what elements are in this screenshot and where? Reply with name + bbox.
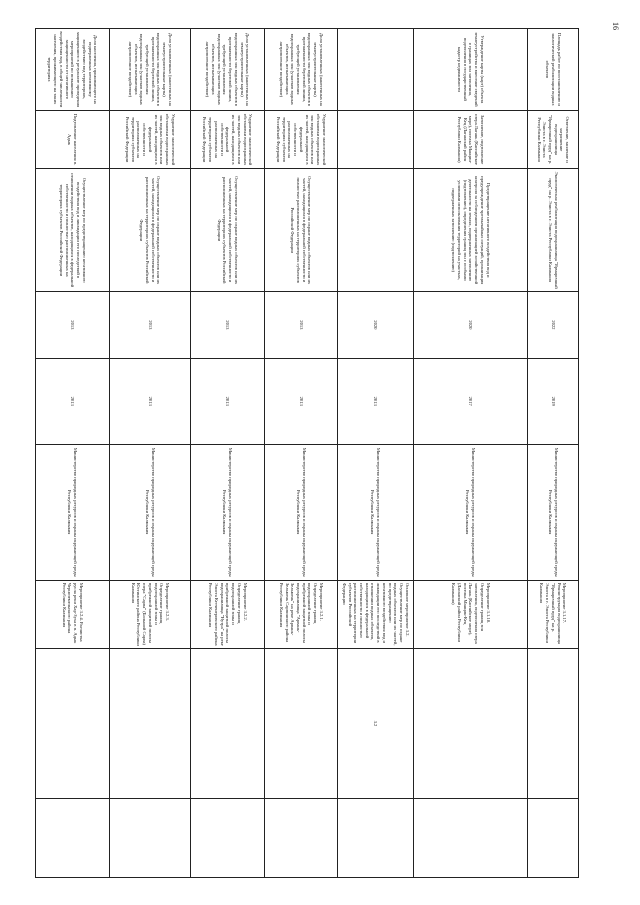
cell-number: 3.2 xyxy=(338,649,414,799)
cell-end-year: 2013 xyxy=(265,292,338,359)
cell-measures: Осуществление мер по предотвращению негативного воздействия вод и ликвидации его последствий в отношении водных объектов, находящихся в федеральной собственности и полностью расположенных на территориях субъектов Российской Федерации xyxy=(36,169,110,292)
cell-start-year: 2017 xyxy=(414,358,528,444)
cell-end-year: 2013 xyxy=(191,292,265,359)
table-row xyxy=(414,29,528,878)
cell-executor: Министерство природных ресурсов и охраны окружающей среды Республики Калмыкия xyxy=(528,444,579,580)
cell-measures: Осуществление мер по охране водных объектов или их частей, находящихся в федеральной собственности и полностью расположенных на территориях субъектов Российской Федерации xyxy=(265,169,338,292)
cell-number xyxy=(36,649,110,799)
cell-number xyxy=(265,649,338,799)
cell-indicator: Доля населения, проживающего на подверженных негативному воздействию вод территориях, защищенного в результате проведения мероприятий по повышению защищенности от негативного воздействия вод, в общей численности населения, проживающего на таких территориях xyxy=(36,29,110,111)
cell-blank xyxy=(110,798,191,877)
cell-indicator: Площадь работ по восстановлению и экологической реабилитации водных объектов xyxy=(528,29,579,111)
cell-executor: Министерство природных ресурсов и охраны окружающей среды Республики Калмыкия xyxy=(265,444,338,580)
cell-measures xyxy=(338,169,414,292)
cell-indicator: Доля установленных (нанесенных на землеустроительные карты) водоохранных зон водных объектов в протяженности береговой линии, требующей установления водоохранных зон (участков водных объектов, испытывающих антропогенное воздействие) xyxy=(265,29,338,111)
cell-measure-name: Мероприятие 3.2.4. Расчистка русла реки Хар-Зуха в п. Адык Черноземельского района Республики Калмыкия xyxy=(36,580,110,648)
table-row xyxy=(265,29,338,878)
cell-result: Подтопление населения п. Адык xyxy=(36,110,110,169)
cell-blank xyxy=(36,798,110,877)
cell-blank xyxy=(338,798,414,877)
cell-start-year: 2013 xyxy=(110,358,191,444)
cell-measure-name: Мероприятие 3.1.17. Реконструкция водохранилища "Ярмарочный пруд" на р. Элиста в г. Элиста Республики Калмыкия xyxy=(528,580,579,648)
cell-blank xyxy=(528,798,579,877)
cell-indicator xyxy=(338,29,414,111)
page-number: 16 xyxy=(611,22,620,30)
cell-result xyxy=(338,110,414,169)
cell-end-year: 2013 xyxy=(36,292,110,359)
cell-end-year: 2020 xyxy=(338,292,414,359)
cell-indicator: Доля установленных (нанесенных на землеустроительные карты) водоохранных зон водных объектов в протяженности береговой линии, требующей установления водоохранных зон (участков водных объектов, испытывающих антропогенное воздействие) xyxy=(110,29,191,111)
cell-measures: Осуществление мер по охране водных объектов или их частей, находящихся в федеральной собственности и расположенных на территориях субъектов Российской Федерации xyxy=(191,169,265,292)
cell-measure-name: Мероприятие 3.2.3. Определение границ водоохранной зоны и прибрежной защитной полосы озера "Сарпа" (Большой Сарпа) Юстинского района Республики Калмыкия xyxy=(110,580,191,648)
cell-measure-name: Основное мероприятие 3.2. Осуществление мер по охране водных объектов или их частей, по предотвращению негативного воздействия вод и ликвидации его последствий в отношении водных объектов, находящихся в федеральной собственности и полностью расположенных на территории субъектов Российской Федерации xyxy=(338,580,414,648)
cell-start-year: 2013 xyxy=(265,358,338,444)
cell-measure-name: Мероприятие 3.2.1. Определение границ водоохранной зоны и прибрежной защитной полосы водохранилища "Арвань-Зельмень" на реке Арвань-Зельмень Сарпинского района Республики Калмыкия xyxy=(265,580,338,648)
cell-measure-name: Мероприятие 3.2.2. Определение границ водоохранной зоны и прибрежной защитной полосы водохранилища "Нутра" на реке Элиста Кетченеровского района Республики Калмыкия xyxy=(191,580,265,648)
cell-number xyxy=(528,649,579,799)
cell-result: Осветление, заиление и загрязнение водохранилища "Ярмарочный пруд" на р. Элиста в г. Элиста Республики Калмыкия xyxy=(528,110,579,169)
cell-number xyxy=(110,649,191,799)
cell-indicator: Утверждение карты (карт) объекта землеустройства и внесение сведений о границах зон затопления, подтопления в государственный кадастр недвижимости xyxy=(414,29,528,111)
cell-measure-name: Мероприятие 3.1.18. Определение границ зон затопления, подтопления озера Лагань (Каспийское море), поселка Манцин-Кец (Лаганский район Республики Калмыкия) xyxy=(414,580,528,648)
cell-start-year: 2013 xyxy=(191,358,265,444)
cell-blank xyxy=(414,798,528,877)
cell-blank xyxy=(191,798,265,877)
cell-result: Затопление, подтопление озера Лагань (Каспийское море), поселка Манцин-Кец (Лаганский район Республики Калмыкия) xyxy=(414,110,528,169)
cell-number xyxy=(414,649,528,799)
cell-executor: Министерство природных ресурсов и охраны окружающей среды Республики Калмыкия xyxy=(414,444,528,580)
cell-start-year: 2013 xyxy=(36,358,110,444)
cell-executor: Министерство природных ресурсов и охраны окружающей среды Республики Калмыкия xyxy=(36,444,110,580)
cell-measures: Предотвращение негативного воздействия вод и предупреждение чрезвычайных ситуаций, организация контроля за соблюдением организацией хозяйственной деятельности на землях, подверженных затоплению (подтоплению), определения границ зон с особыми условиями использования территорий на участках, подверженных затоплению (подтоплению) xyxy=(414,169,528,292)
cell-executor: Министерство природных ресурсов и охраны окружающей среды Республики Калмыкия xyxy=(191,444,265,580)
cell-start-year: 2019 xyxy=(528,358,579,444)
table-row xyxy=(191,29,265,878)
table-row xyxy=(36,29,110,878)
cell-end-year: 2020 xyxy=(414,292,528,359)
cell-start-year: 2013 xyxy=(338,358,414,444)
cell-end-year: 2022 xyxy=(528,292,579,359)
cell-result: Ухудшение экологической обстановки водоохранных зон водных объектов или их частей, находящихся в федеральной собственности и расположенных на территориях субъектов Российской Федерации xyxy=(191,110,265,169)
cell-result: Ухудшение экологической обстановки водоохранных зон водных объектов или их частей, находящихся в федеральной собственности и расположенных на территориях субъектов Российской Федерации xyxy=(110,110,191,169)
cell-number xyxy=(191,649,265,799)
rotated-table-wrapper xyxy=(36,28,579,878)
cell-result: Ухудшение экологической обстановки водоохранных зон водных объектов или их частей, находящихся в федеральной собственности и расположенных на территориях субъектов Российской Федерации xyxy=(265,110,338,169)
table-row xyxy=(110,29,191,878)
measures-table xyxy=(35,28,579,878)
cell-blank xyxy=(265,798,338,877)
cell-measures: Осуществление мер по охране водных объектов или их частей, находящихся в федеральной собственности и расположенных на территориях субъектов Российской Федерации xyxy=(110,169,191,292)
cell-measures: Экологическая реабилитация водохранилища "Ярмарочный пруд" на р. Элиста в г. Элиста Республики Калмыкия xyxy=(528,169,579,292)
cell-end-year: 2013 xyxy=(110,292,191,359)
table-row xyxy=(338,29,414,878)
cell-executor: Министерство природных ресурсов и охраны окружающей среды Республики Калмыкия xyxy=(110,444,191,580)
cell-indicator: Доля установленных (нанесенных на землеустроительные карты) водоохранных зон водных объектов в протяженности береговой линии, требующей установления водоохранных зон (участков водных объектов, испытывающих антропогенное воздействие) xyxy=(191,29,265,111)
cell-executor: Министерство природных ресурсов и охраны окружающей среды Республики Калмыкия xyxy=(338,444,414,580)
table-row xyxy=(528,29,579,878)
